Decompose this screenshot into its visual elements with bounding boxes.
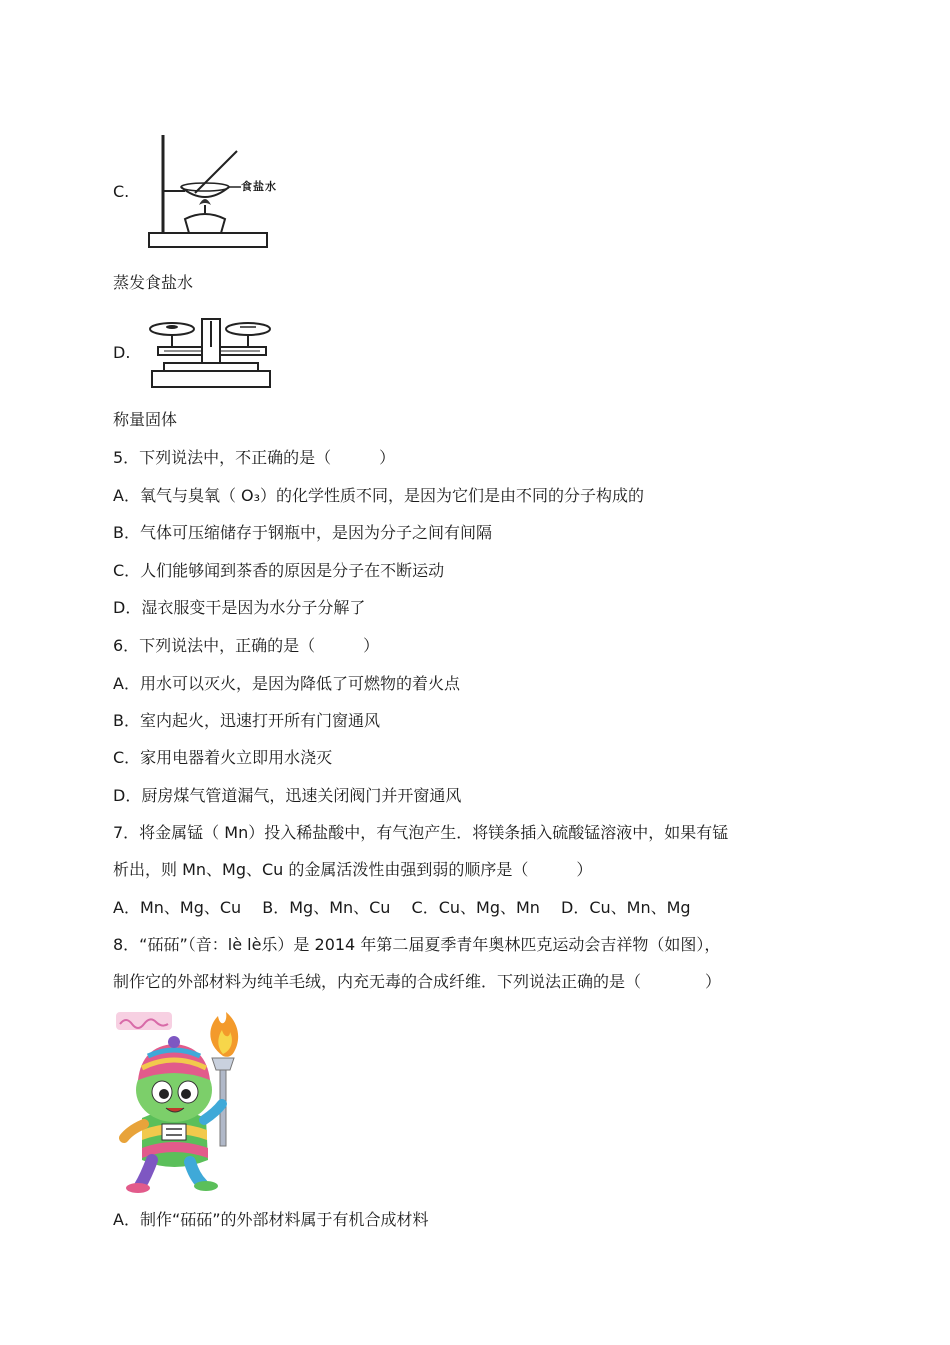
q6-option-a: A．用水可以灭火，是因为降低了可燃物的着火点 bbox=[113, 674, 460, 693]
lele-mascot-image bbox=[112, 1008, 242, 1194]
q8-option-a: A．制作“砳砳”的外部材料属于有机合成材料 bbox=[113, 1210, 429, 1229]
q5-stem: 5．下列说法中，不正确的是（ ） bbox=[113, 448, 396, 467]
q6-option-d: D．厨房煤气管道漏气，迅速关闭阀门并开窗通风 bbox=[113, 786, 462, 805]
q7-options: A．Mn、Mg、Cu B．Mg、Mn、Cu C．Cu、Mg、Mn D．Cu、Mn、Mg bbox=[113, 898, 691, 917]
q6-option-c: C．家用电器着火立即用水浇灭 bbox=[113, 748, 333, 767]
q6-option-b: B．室内起火，迅速打开所有门窗通风 bbox=[113, 711, 380, 730]
q8-stem-line1: 8．“砳砳”（音：lè lè乐）是 2014 年第二届夏季青年奥林匹克运动会吉祥物（如图）， bbox=[113, 935, 721, 954]
q5-option-b: B．气体可压缩储存于钢瓶中，是因为分子之间有间隔 bbox=[113, 523, 492, 542]
q4-option-d-caption: 称量固体 bbox=[113, 410, 178, 429]
q4-option-c-label: C. bbox=[113, 182, 130, 201]
q8-stem-line2: 制作它的外部材料为纯羊毛绒，内充无毒的合成纤维．下列说法正确的是（ ） bbox=[113, 972, 722, 991]
q5-option-d: D．湿衣服变干是因为水分子分解了 bbox=[113, 598, 366, 617]
q7-stem-line2: 析出，则 Mn、Mg、Cu 的金属活泼性由强到弱的顺序是（ ） bbox=[113, 860, 593, 879]
balance-scale-figure bbox=[144, 313, 274, 391]
q7-stem-line1: 7．将金属锰（ Mn）投入稀盐酸中，有气泡产生．将镁条插入硫酸锰溶液中，如果有锰 bbox=[113, 823, 729, 842]
q5-option-c: C．人们能够闻到茶香的原因是分子在不断运动 bbox=[113, 561, 445, 580]
q6-stem: 6．下列说法中，正确的是（ ） bbox=[113, 636, 380, 655]
q4-option-c-caption: 蒸发食盐水 bbox=[113, 273, 194, 292]
q5-option-a: A．氧气与臭氧（ O₃）的化学性质不同，是因为它们是由不同的分子构成的 bbox=[113, 486, 645, 505]
salt-water-label: 食盐水 bbox=[241, 180, 277, 193]
q4-option-d-label: D. bbox=[113, 343, 131, 362]
